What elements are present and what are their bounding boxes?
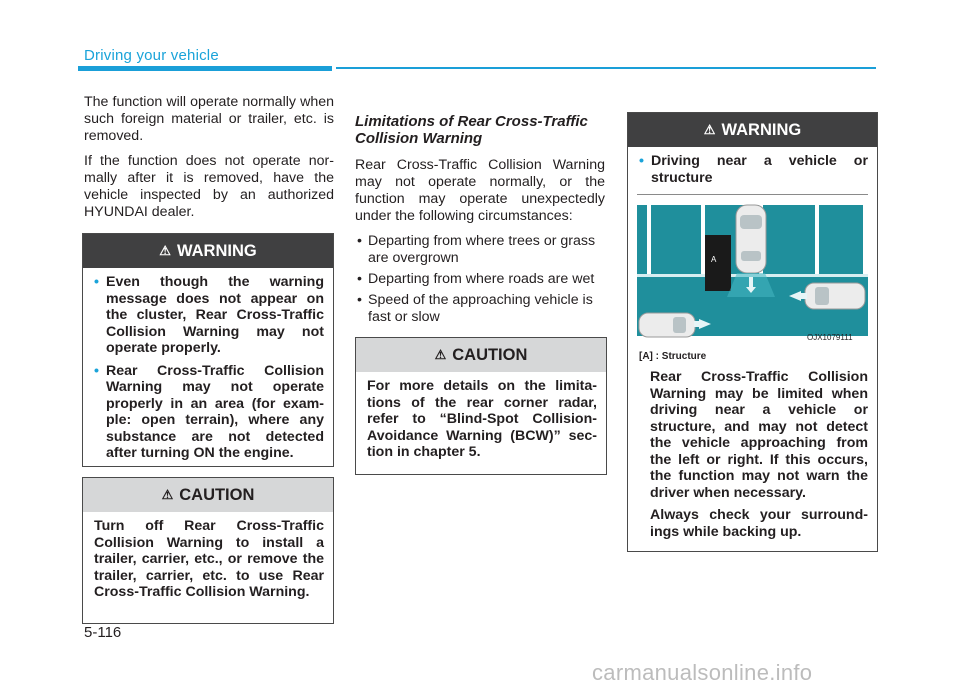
- warning-header: [83, 234, 333, 268]
- caution-title: CAUTION: [452, 346, 528, 364]
- divider: [637, 194, 868, 195]
- page-number: 5-116: [84, 624, 122, 641]
- column-2: [355, 113, 605, 330]
- warning-triangle-icon: ⚠: [159, 243, 171, 258]
- header-rule: [336, 67, 876, 69]
- warning-title: WARNING: [176, 242, 257, 260]
- caution-body: [356, 372, 606, 461]
- figure-label: [A] : Structure: [639, 351, 707, 362]
- watermark: carmanualsonline.info: [592, 660, 813, 685]
- figure-code: OJX1079111: [807, 333, 853, 342]
- warning-paragraph: Always check your surround-ings while backing up.: [650, 507, 868, 540]
- caution-header: [356, 338, 606, 372]
- warning-box: [82, 233, 334, 467]
- list-item: • Departing from where roads are wet: [355, 271, 605, 288]
- caution-triangle-icon: ⚠: [434, 347, 447, 362]
- caution-header: [83, 478, 333, 512]
- header-bar: [78, 66, 332, 71]
- structure-illustration: [637, 199, 868, 342]
- caution-box: [355, 337, 607, 475]
- caution-body: [83, 512, 333, 601]
- list-item: • Departing from where trees or grass are overgrown: [355, 233, 605, 267]
- caution-triangle-icon: ⚠: [161, 487, 174, 502]
- body-paragraph: The function will operate normally when such foreign material or trailer, etc. is removed.: [84, 94, 334, 144]
- warning-paragraph: Rear Cross-Traffic Collision Warning may be limited when driving near a vehicle or structure, and may not detect the vehicle approaching from the left or right. If this occurs, the function may not warn the driver when necessary.: [650, 369, 868, 501]
- caution-title: CAUTION: [179, 486, 255, 504]
- warning-body: [83, 268, 333, 462]
- warning-box: [627, 112, 878, 552]
- list-item: • Speed of the approaching vehicle is fast or slow: [355, 292, 605, 326]
- caution-text: Turn off Rear Cross-Traffic Collision Warning to install a trailer, carrier, etc., or remove the trailer, carrier, etc. to use Rear Cross-Traffic Collision Warning.: [94, 518, 324, 600]
- caution-box: [82, 477, 334, 624]
- warning-list: [639, 153, 868, 186]
- circumstances-list: [355, 233, 605, 326]
- body-paragraph: If the function does not operate nor-mally after it is removed, have the vehicle inspected by an authorized HYUNDAI dealer.: [84, 153, 334, 220]
- list-item: • Even though the warning message does not appear on the cluster, Rear Cross-Traffic Collision Warning may not operate properly.: [94, 274, 324, 357]
- warning-description: [628, 363, 877, 540]
- body-paragraph: Rear Cross-Traffic Collision Warning may not operate normally, or the function may operate unexpectedly under the following circumstances:: [355, 157, 605, 224]
- warning-body: [628, 147, 877, 186]
- section-title: Driving your vehicle: [84, 47, 219, 64]
- warning-triangle-icon: ⚠: [703, 122, 716, 137]
- warning-list: [94, 274, 324, 462]
- caution-text: For more details on the limita-tions of the rear corner radar, refer to “Blind-Spot Collision-Avoidance Warning (BCW)” sec-tion in chapter 5.: [367, 378, 597, 460]
- list-item: • Driving near a vehicle or structure: [639, 153, 868, 186]
- parking-scene-illustration: [637, 199, 868, 342]
- structure-block: [705, 235, 731, 291]
- structure-label: A: [711, 255, 717, 264]
- warning-title: WARNING: [721, 121, 802, 139]
- list-item: • Rear Cross-Traffic Collision Warning may not operate properly in an area (for exam-ple: open terrain), where any substance are not detected after turning ON the engine.: [94, 363, 324, 462]
- column-1: [84, 94, 334, 229]
- subsection-heading: Limitations of Rear Cross-Traffic Collision Warning: [355, 113, 588, 147]
- warning-header: [628, 113, 877, 147]
